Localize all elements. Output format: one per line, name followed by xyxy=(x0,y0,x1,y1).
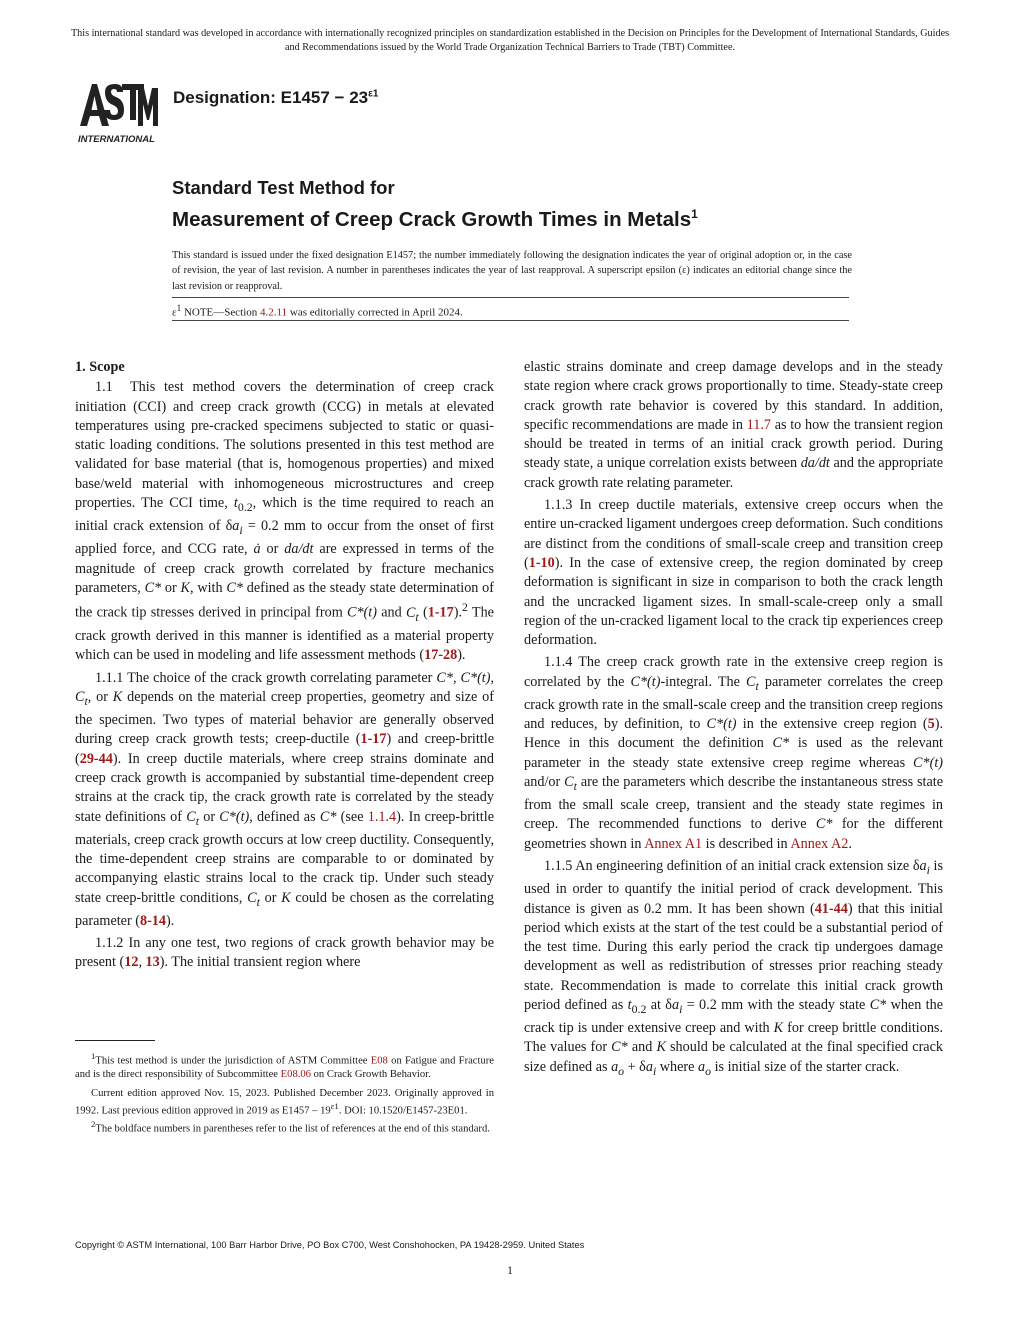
para-1-1-5: 1.1.5 An engineering definition of an initial crack extension size $\delta a_i$ is used in order to quantify the initial period of crack development. This distance is given as 0.2 mm. It has been shown (41-44) that this initial period which exists at the start of the test could be a substantial period of the test time. During this early period the crack tip undergoes damage development as well as redistribution of stresses prior reaching steady state. Recommendation is made to correlate this initial crack growth period defined as $t_{0.2}$ at $\delta a_i = 0.2$ mm with the steady state C* when the crack tip is under extensive creep and with K for creep brittle conditions. The values for C* and K should be calculated at the final specified crack size defined as $a_o + \delta a_i$ where $a_o$ is initial size of the starter crack. xyxy=(524,858,943,1078)
designation-label: Designation: E1457 − 23 xyxy=(173,88,369,107)
title-line-1: Standard Test Method for xyxy=(172,177,395,198)
copyright: Copyright © ASTM International, 100 Barr Harbor Drive, PO Box C700, West Conshohocken, PA 19428-2959. United States xyxy=(75,1240,585,1250)
para-1-1-2-cont: elastic strains dominate and creep damage develops and in the steady state region where crack grows proportionally to time. Steady-state creep crack growth rate behavior is covered by this standard. In addition, specific recommendations are made in 11.7 as to how the transient region should be treated in terms of an initial crack growth period. During steady state, a unique correlation exists between da/dt and the appropriate crack growth rate relating parameter. xyxy=(524,359,943,491)
document-title xyxy=(172,174,698,233)
left-column xyxy=(75,358,494,973)
page-number: 1 xyxy=(507,1263,513,1277)
footnote-2: $^2$The boldface numbers in parentheses refer to the list of references at the end of this standard. xyxy=(91,1119,490,1135)
para-1-1-4: 1.1.4 The creep crack growth rate in the extensive creep region is correlated by the C*(t)-integral. The $C_t$ parameter correlates the creep crack growth rate in the small-scale creep and the transition creep regions and reduces, by definition, to C*(t) in the extensive creep region (5). Hence in this document the definition C* is used as the relevant parameter in the steady state extensive creep regime whereas C*(t) and/or $C_t$ are the parameters which describe the instantaneous stress state from the small scale creep, transient and the steady state regimes in creep. The recommended functions to derive C* for the different geometries shown in Annex A1 is described in Annex A2. xyxy=(524,654,944,852)
footnote-1: $^1$This test method is under the jurisdiction of ASTM Committee E08 on Fatigue and Fracture and is the direct responsibility of Subcommittee E08.06 on Crack Growth Behavior. xyxy=(75,1051,494,1081)
designation-epsilon: ε1 xyxy=(368,88,379,100)
subcommittee-link[interactable]: E08.06 xyxy=(280,1069,311,1081)
section-link[interactable]: 4.2.11 xyxy=(260,306,288,319)
footnotes xyxy=(75,1050,494,1137)
epsilon-note: $\varepsilon^1$ NOTE—Section 4.2.11 was editorially corrected in April 2024. xyxy=(172,303,463,319)
logo-subtitle: INTERNATIONAL xyxy=(78,134,155,144)
para-1-1-3: 1.1.3 In creep ductile materials, extensive creep occurs when the entire un-cracked ligament undergoes creep deformation. Such conditions are distinct from the conditions of small-scale creep and transition creep (1-10). In the case of extensive creep, the region dominated by creep deformation is significant in size in comparison to both the crack length and the uncracked ligament sizes. In small-scale-creep only a small region of the un-cracked ligament local to the crack tip experiences creep deformation. xyxy=(524,497,943,649)
divider-bottom xyxy=(172,320,849,321)
section-heading: 1. Scope xyxy=(75,359,125,375)
edition-note: Current edition approved Nov. 15, 2023. Published December 2023. Originally approved in 1992. Last previous edition approved in 2019 as $E1457 - 19^{\varepsilon 1}$. DOI: 10.1520/E1457-23E01. xyxy=(75,1087,494,1117)
footnote-divider xyxy=(75,1040,155,1041)
divider-top xyxy=(172,297,849,298)
para-1-1: 1.1 This test method covers the determination of creep crack initiation (CCI) and creep crack growth (CCG) in metals at elevated temperatures using pre-cracked specimens subjected to static or quasi-static loading conditions. The solutions presented in this test method are validated for base material (that is, homogenous properties) and mixed base/weld material with inhomogeneous microstructures and creep properties. The CCI time, $t_{0.2}$, which is the time required to reach an initial crack extension of $\delta a_i = 0.2$ mm to occur from the onset of first applied force, and CCG rate, ȧ or da/dt are expressed in terms of the magnitude of creep crack growth correlated by fracture mechanics parameters, C* or K, with C* defined as the steady state determination of the crack tip stresses derived in principal from C*(t) and $C_t$ (1-17).$^2$ The crack growth derived in this manner is identified as a material property which can be used in modeling and life assessment methods (17-28). xyxy=(75,379,495,664)
para-1-1-1: 1.1.1 The choice of the crack growth correlating parameter C*, C*(t), $C_t$, or K depends on the material creep properties, geometry and size of the specimen. Two types of material behavior are generally observed during creep crack growth tests; creep-ductile (1-17) and creep-brittle (29-44). In creep ductile materials, where creep strains dominate and creep crack growth is accompanied by substantial time-dependent creep strains at the crack tip, the crack growth rate is correlated by the steady state definitions of $C_t$ or C*(t), defined as C* (see 1.1.4). In creep-brittle materials, creep crack growth occurs at low creep ductility. Consequently, the time-dependent creep strains are comparable to or dominated by accompanying elastic strains local to the crack tip. Under such steady state creep-brittle conditions, $C_t$ or K could be chosen as the correlating parameter (8-14). xyxy=(75,669,495,929)
right-column xyxy=(524,358,943,1081)
title-footnote-marker: 1 xyxy=(691,207,698,221)
issued-note: This standard is issued under the fixed designation E1457; the number immediately following the designation indicates the year of original adoption or, in the case of revision, the year of last revision. A number in parentheses indicates the year of last reapproval. A superscript epsilon (ε) indicates an editorial change since the last revision or reapproval. xyxy=(172,250,852,292)
committee-link[interactable]: E08 xyxy=(370,1055,388,1067)
designation xyxy=(173,88,378,108)
astm-logo-icon xyxy=(72,74,162,144)
wto-notice: This international standard was developed in accordance with internationally recognized principles on standardization established in the Decision on Principles for the Development of International Standards, Guides and Recommendations issued by the World Trade Organization Technical Barriers to Trade (TBT) Committee. xyxy=(70,28,950,53)
title-line-2: Measurement of Creep Crack Growth Times in Metals xyxy=(172,207,692,231)
para-1-1-2-start: 1.1.2 In any one test, two regions of crack growth behavior may be present (12, 13). The initial transient region where xyxy=(75,935,494,971)
